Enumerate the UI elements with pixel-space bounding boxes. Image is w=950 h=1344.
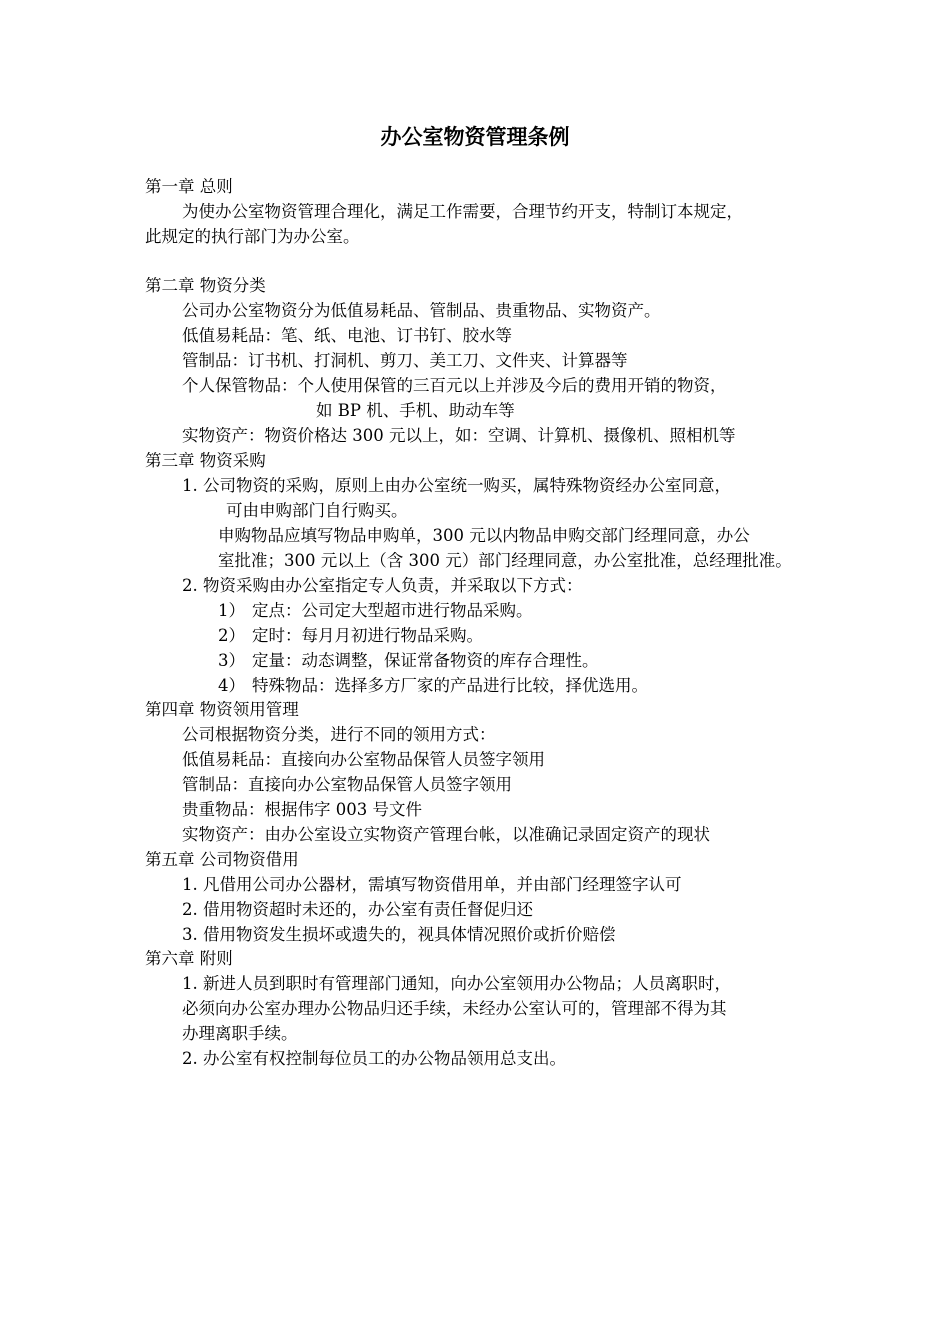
sub-item-number: 3） bbox=[218, 651, 245, 670]
chapter-1-heading: 第一章 总则 bbox=[145, 177, 233, 196]
sub-item-number: 2） bbox=[218, 626, 245, 645]
sub-item-number: 4） bbox=[218, 676, 245, 695]
chapter-6-item-1-line-2: 必须向办公室办理办公物品归还手续，未经办公室认可的，管理部不得为其 bbox=[182, 999, 727, 1018]
chapter-2-line-3: 管制品：订书机、打洞机、剪刀、美工刀、文件夹、计算器等 bbox=[182, 351, 628, 370]
chapter-5-line-1: 1. 凡借用公司办公器材，需填写物资借用单，并由部门经理签字认可 bbox=[182, 875, 682, 894]
chapter-4-line-4: 贵重物品：根据伟字 003 号文件 bbox=[182, 800, 422, 819]
chapter-3-sub-item bbox=[218, 624, 483, 648]
chapter-4-line-5: 实物资产：由办公室设立实物资产管理台帐，以准确记录固定资产的现状 bbox=[182, 825, 710, 844]
chapter-2-heading: 第二章 物资分类 bbox=[145, 276, 266, 295]
chapter-2-line-5: 如 BP 机、手机、助动车等 bbox=[316, 401, 515, 420]
chapter-1-paragraph-line-1: 为使办公室物资管理合理化，满足工作需要，合理节约开支，特制订本规定， bbox=[182, 202, 743, 221]
chapter-5-line-2: 2. 借用物资超时未还的，办公室有责任督促归还 bbox=[182, 900, 533, 919]
chapter-5-line-3: 3. 借用物资发生损坏或遗失的，视具体情况照价或折价赔偿 bbox=[182, 925, 616, 944]
chapter-4-heading: 第四章 物资领用管理 bbox=[145, 700, 299, 719]
chapter-6-item-1-line-1: 1. 新进人员到职时有管理部门通知，向办公室领用办公物品；人员离职时， bbox=[182, 974, 731, 993]
chapter-6-item-1-line-3: 办理离职手续。 bbox=[182, 1024, 298, 1043]
chapter-3-item-1-line-3: 申购物品应填写物品申购单，300 元以内物品申购交部门经理同意，办公 bbox=[218, 526, 750, 545]
chapter-5-heading: 第五章 公司物资借用 bbox=[145, 850, 299, 869]
chapter-3-item-2: 2. 物资采购由办公室指定专人负责，并采取以下方式： bbox=[182, 576, 583, 595]
chapter-3-item-1-line-1: 1. 公司物资的采购，原则上由办公室统一购买，属特殊物资经办公室同意， bbox=[182, 476, 731, 495]
chapter-4-line-2: 低值易耗品：直接向办公室物品保管人员签字领用 bbox=[182, 750, 545, 769]
chapter-4-line-1: 公司根据物资分类，进行不同的领用方式： bbox=[182, 725, 496, 744]
chapter-2-line-2: 低值易耗品：笔、纸、电池、订书钉、胶水等 bbox=[182, 326, 512, 345]
chapter-6-heading: 第六章 附则 bbox=[145, 949, 233, 968]
chapter-2-line-6: 实物资产：物资价格达 300 元以上，如：空调、计算机、摄像机、照相机等 bbox=[182, 426, 736, 445]
sub-item-number: 1） bbox=[218, 601, 245, 620]
chapter-6-item-2: 2. 办公室有权控制每位员工的办公物品领用总支出。 bbox=[182, 1049, 566, 1068]
sub-item-text: 特殊物品：选择多方厂家的产品进行比较，择优选用。 bbox=[252, 676, 648, 695]
sub-item-text: 定点：公司定大型超市进行物品采购。 bbox=[252, 601, 533, 620]
sub-item-text: 定量：动态调整，保证常备物资的库存合理性。 bbox=[252, 651, 599, 670]
chapter-3-sub-item bbox=[218, 649, 599, 673]
document-title: 办公室物资管理条例 bbox=[380, 124, 570, 149]
chapter-3-sub-item bbox=[218, 674, 648, 698]
chapter-3-heading: 第三章 物资采购 bbox=[145, 451, 266, 470]
chapter-3-item-1-line-4: 室批准；300 元以上（含 300 元）部门经理同意，办公室批准，总经理批准。 bbox=[218, 551, 792, 570]
chapter-3-sub-item bbox=[218, 599, 533, 623]
chapter-1-paragraph-line-2: 此规定的执行部门为办公室。 bbox=[145, 227, 360, 246]
chapter-2-line-1: 公司办公室物资分为低值易耗品、管制品、贵重物品、实物资产。 bbox=[182, 301, 661, 320]
sub-item-text: 定时：每月月初进行物品采购。 bbox=[252, 626, 483, 645]
chapter-2-line-4: 个人保管物品：个人使用保管的三百元以上并涉及今后的费用开销的物资， bbox=[182, 376, 727, 395]
chapter-4-line-3: 管制品：直接向办公室物品保管人员签字领用 bbox=[182, 775, 512, 794]
chapter-3-item-1-line-2: 可由申购部门自行购买。 bbox=[226, 501, 408, 520]
